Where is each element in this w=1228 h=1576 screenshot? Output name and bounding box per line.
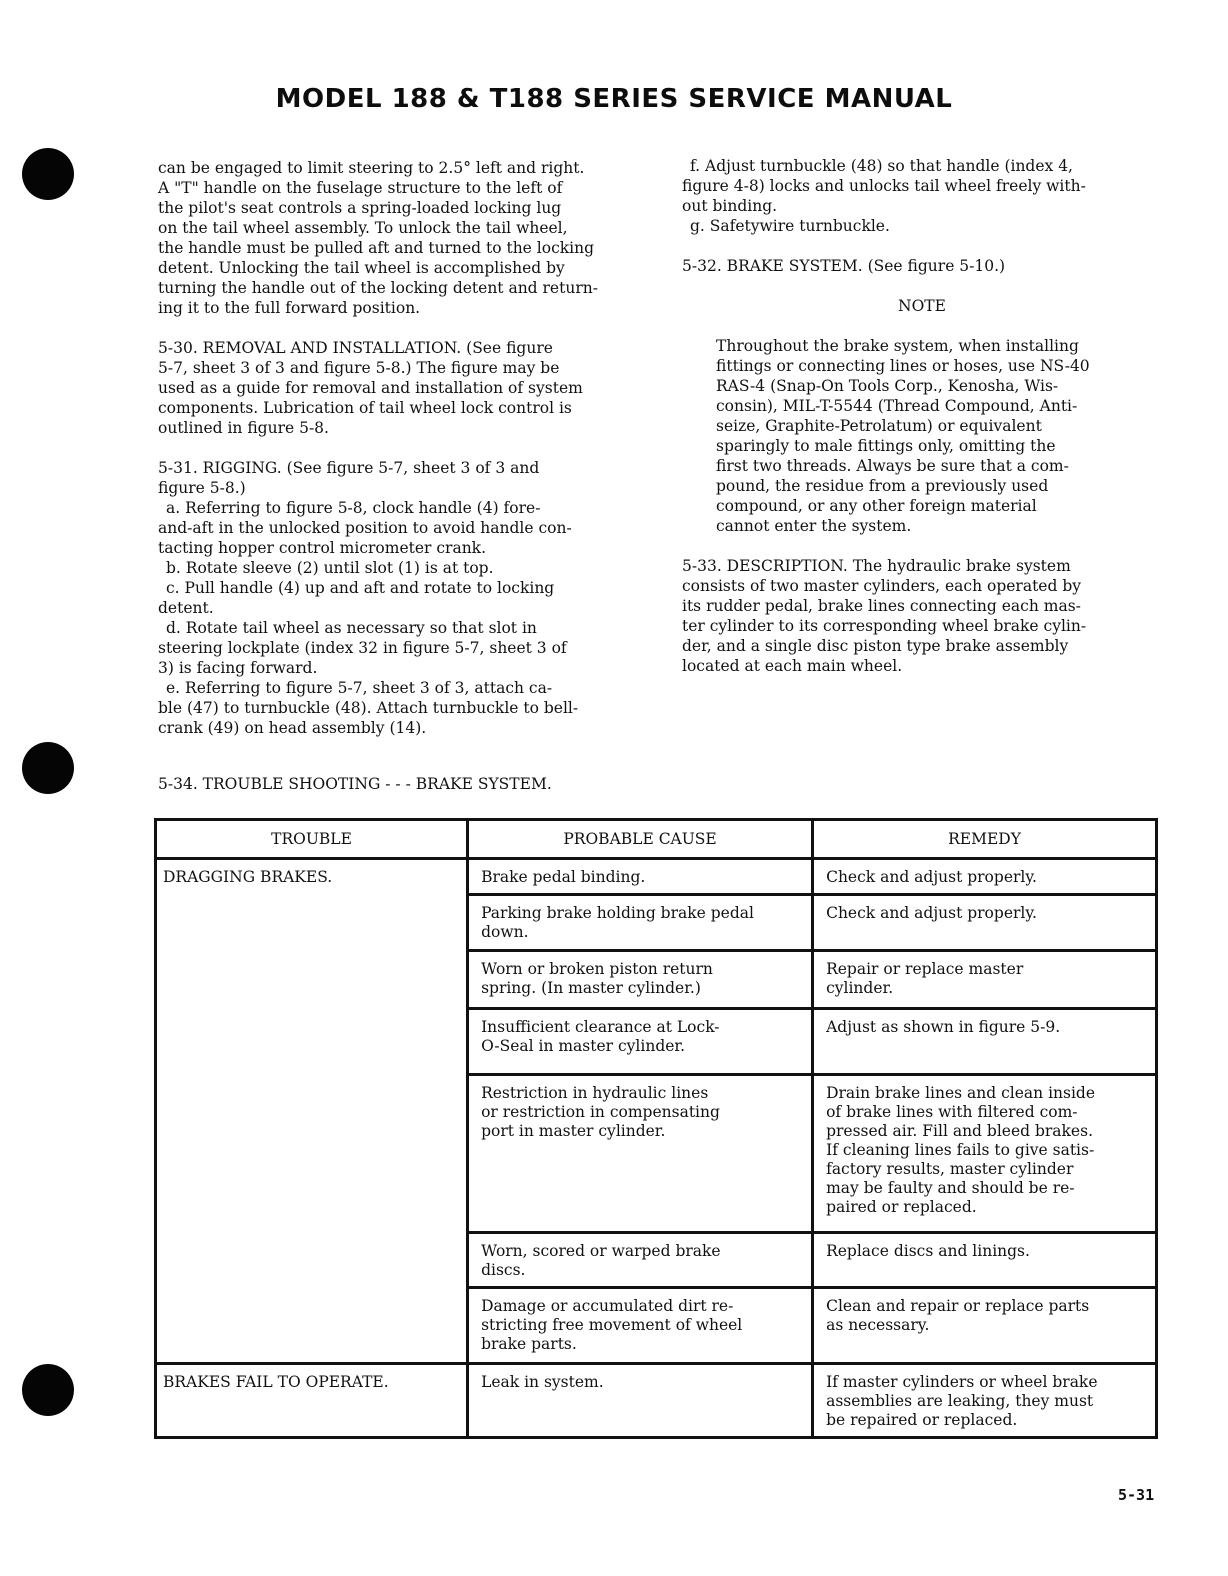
trouble-cell-dragging-brakes (156, 859, 468, 1364)
cause-cell (468, 1075, 813, 1233)
column-header-remedy: REMEDY (813, 820, 1157, 859)
text-line: brake parts. (481, 1335, 577, 1353)
remedy-cell (813, 895, 1157, 951)
binder-hole-middle (22, 742, 74, 794)
remedy-cell (813, 1009, 1157, 1075)
text-line: c. Pull handle (4) up and aft and rotate to locking (166, 579, 555, 597)
text-line: out binding. (682, 197, 778, 215)
text-line: crank (49) on head assembly (14). (158, 719, 427, 737)
text-line: O-Seal in master cylinder. (481, 1037, 686, 1055)
trouble-label: DRAGGING BRAKES. (163, 868, 333, 886)
troubleshooting-section-title: 5-34. TROUBLE SHOOTING - - - BRAKE SYSTEM. (158, 775, 552, 793)
note-body (682, 336, 1162, 536)
text-line: Leak in system. (481, 1373, 604, 1391)
rigging-step-e (158, 678, 648, 738)
text-line: If cleaning lines fails to give satis- (826, 1141, 1095, 1159)
binder-hole-bottom (22, 1364, 74, 1416)
table-row (156, 859, 1157, 895)
text-line: tacting hopper control micrometer crank. (158, 539, 487, 557)
text-line: pressed air. Fill and bleed brakes. (826, 1122, 1093, 1140)
text-line: pound, the residue from a previously used (716, 477, 1049, 495)
text-line: RAS-4 (Snap-On Tools Corp., Kenosha, Wis- (716, 377, 1059, 395)
text-line: ble (47) to turnbuckle (48). Attach turnbuckle to bell- (158, 699, 579, 717)
text-line: der, and a single disc piston type brake assembly (682, 637, 1069, 655)
text-line: 5-31. RIGGING. (See figure 5-7, sheet 3 of 3 and (158, 459, 540, 477)
rigging-step-g (682, 216, 1162, 236)
text-line: figure 4-8) locks and unlocks tail wheel freely with- (682, 177, 1086, 195)
text-line: factory results, master cylinder (826, 1160, 1074, 1178)
text-line: the handle must be pulled aft and turned to the locking (158, 239, 595, 257)
text-line: Check and adjust properly. (826, 904, 1037, 922)
text-line: detent. (158, 599, 214, 617)
text-line: ter cylinder to its corresponding wheel brake cylin- (682, 617, 1087, 635)
intro-paragraph (158, 158, 648, 318)
right-column (682, 156, 1162, 676)
text-line: 5-30. REMOVAL AND INSTALLATION. (See figure (158, 339, 553, 357)
text-line: consin), MIL-T-5544 (Thread Compound, Anti- (716, 397, 1078, 415)
text-line: port in master cylinder. (481, 1122, 666, 1140)
text-line: or restriction in compensating (481, 1103, 720, 1121)
text-line: 5-33. DESCRIPTION. The hydraulic brake system (682, 557, 1071, 575)
text-line: paired or replaced. (826, 1198, 977, 1216)
text-line: first two threads. Always be sure that a com- (716, 457, 1069, 475)
note-title: NOTE (898, 297, 946, 315)
text-line: Check and adjust properly. (826, 868, 1037, 886)
text-line: Parking brake holding brake pedal (481, 904, 754, 922)
text-line: Adjust as shown in figure 5-9. (826, 1018, 1061, 1036)
text-line: cannot enter the system. (716, 517, 912, 535)
text-line: If master cylinders or wheel brake (826, 1373, 1098, 1391)
trouble-cell-brakes-fail (156, 1364, 468, 1438)
page-number: 5-31 (1118, 1486, 1155, 1504)
text-line: f. Adjust turnbuckle (48) so that handle (index 4, (690, 157, 1073, 175)
text-line: assemblies are leaking, they must (826, 1392, 1094, 1410)
left-column (158, 158, 648, 738)
text-line: discs. (481, 1261, 526, 1279)
cause-cell (468, 1364, 813, 1438)
text-line: detent. Unlocking the tail wheel is accomplished by (158, 259, 565, 277)
text-line: and-aft in the unlocked position to avoid handle con- (158, 519, 572, 537)
rigging-step-a (158, 498, 648, 558)
remedy-cell (813, 951, 1157, 1009)
text-line: as necessary. (826, 1316, 930, 1334)
text-line: components. Lubrication of tail wheel lock control is (158, 399, 572, 417)
rigging-step-c (158, 578, 648, 618)
text-line: can be engaged to limit steering to 2.5° left and right. (158, 159, 585, 177)
text-line: 5-7, sheet 3 of 3 and figure 5-8.) The figure may be (158, 359, 560, 377)
text-line: spring. (In master cylinder.) (481, 979, 701, 997)
text-line: a. Referring to figure 5-8, clock handle (4) fore- (166, 499, 541, 517)
text-line: Repair or replace master (826, 960, 1024, 978)
text-line: outlined in figure 5-8. (158, 419, 329, 437)
text-line: Worn, scored or warped brake (481, 1242, 721, 1260)
text-line: located at each main wheel. (682, 657, 903, 675)
text-line: down. (481, 923, 529, 941)
text-line: its rudder pedal, brake lines connecting each mas- (682, 597, 1081, 615)
remedy-cell (813, 1075, 1157, 1233)
rigging-step-d (158, 618, 648, 678)
text-line: on the tail wheel assembly. To unlock the tail wheel, (158, 219, 568, 237)
text-line: be repaired or replaced. (826, 1411, 1018, 1429)
text-line: Replace discs and linings. (826, 1242, 1030, 1260)
text-line: Throughout the brake system, when installing (716, 337, 1079, 355)
text-line: turning the handle out of the locking detent and return- (158, 279, 598, 297)
table-row (156, 1364, 1157, 1438)
page-header-title: MODEL 188 & T188 SERIES SERVICE MANUAL (275, 84, 953, 114)
text-line: figure 5-8.) (158, 479, 246, 497)
text-line: steering lockplate (index 32 in figure 5-7, sheet 3 of (158, 639, 567, 657)
text-line: compound, or any other foreign material (716, 497, 1037, 515)
text-line: consists of two master cylinders, each operated by (682, 577, 1082, 595)
text-line: Brake pedal binding. (481, 868, 646, 886)
remedy-cell (813, 1233, 1157, 1288)
text-line: e. Referring to figure 5-7, sheet 3 of 3, attach ca- (166, 679, 553, 697)
text-line: ing it to the full forward position. (158, 299, 421, 317)
column-header-probable-cause: PROBABLE CAUSE (468, 820, 813, 859)
cause-cell (468, 895, 813, 951)
text-line: Drain brake lines and clean inside (826, 1084, 1096, 1102)
rigging-step-b (158, 558, 648, 578)
cause-cell (468, 951, 813, 1009)
remedy-cell (813, 1288, 1157, 1364)
trouble-label: BRAKES FAIL TO OPERATE. (163, 1373, 389, 1391)
cause-cell (468, 1233, 813, 1288)
text-line: cylinder. (826, 979, 894, 997)
text-line: Damage or accumulated dirt re- (481, 1297, 734, 1315)
text-line: d. Rotate tail wheel as necessary so that slot in (166, 619, 537, 637)
remedy-cell (813, 1364, 1157, 1438)
brake-system-heading: 5-32. BRAKE SYSTEM. (See figure 5-10.) (682, 257, 1006, 275)
cause-cell (468, 859, 813, 895)
text-line: used as a guide for removal and installation of system (158, 379, 583, 397)
cause-cell (468, 1009, 813, 1075)
text-line: seize, Graphite-Petrolatum) or equivalent (716, 417, 1042, 435)
text-line: stricting free movement of wheel (481, 1316, 743, 1334)
cause-cell (468, 1288, 813, 1364)
text-line: the pilot's seat controls a spring-loaded locking lug (158, 199, 562, 217)
text-line: of brake lines with filtered com- (826, 1103, 1078, 1121)
text-line: Worn or broken piston return (481, 960, 713, 978)
column-header-trouble: TROUBLE (156, 820, 468, 859)
rigging-step-f (682, 156, 1162, 216)
text-line: Insufficient clearance at Lock- (481, 1018, 720, 1036)
text-line: Restriction in hydraulic lines (481, 1084, 709, 1102)
text-line: b. Rotate sleeve (2) until slot (1) is at top. (166, 559, 494, 577)
text-line: sparingly to male fittings only, omitting the (716, 437, 1056, 455)
binder-hole-top (22, 148, 74, 200)
removal-installation-paragraph (158, 338, 648, 438)
text-line: fittings or connecting lines or hoses, use NS-40 (716, 357, 1090, 375)
text-line: 3) is facing forward. (158, 659, 318, 677)
troubleshooting-table (154, 818, 1158, 1439)
text-line: g. Safetywire turnbuckle. (690, 217, 890, 235)
description-paragraph (682, 556, 1162, 676)
table-header-row (156, 820, 1157, 859)
rigging-paragraph (158, 458, 648, 498)
text-line: Clean and repair or replace parts (826, 1297, 1090, 1315)
text-line: may be faulty and should be re- (826, 1179, 1075, 1197)
remedy-cell (813, 859, 1157, 895)
text-line: A "T" handle on the fuselage structure to the left of (158, 179, 563, 197)
